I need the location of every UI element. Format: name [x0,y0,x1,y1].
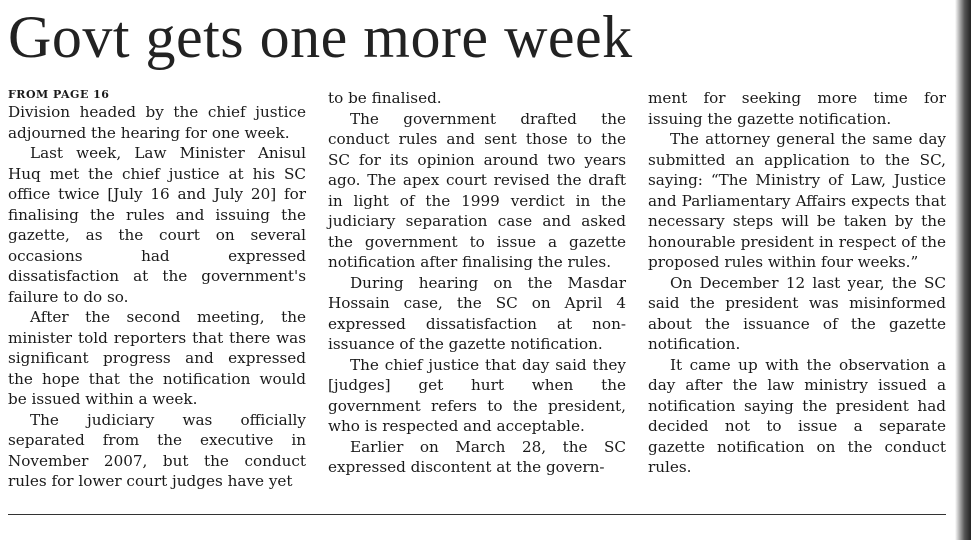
paragraph: On December 12 last year, the SC said the president was misinformed about the issuance of the gazette notification. [648,273,946,353]
article-column-2 [328,88,626,478]
bottom-divider [8,514,946,515]
paragraph: ment for seeking more time for issuing the gazette notification. [648,89,946,128]
paragraph: The chief justice that day said they [judges] get hurt when the government refers to the president, who is respected and acceptable. [328,355,626,435]
paragraph: The attorney general the same day submitted an application to the SC, saying: “The Ministry of Law, Justice and Parliamentary Affairs expects that necessary steps will be taken by the honourable president in respect of the proposed rules within four weeks.” [648,130,946,271]
from-page-label: FROM PAGE 16 [8,88,110,101]
article-column-1 [8,88,306,492]
paragraph: to be finalised. [328,89,442,107]
paragraph: After the second meeting, the minister told reporters that there was significant progress and expressed the hope that the notification would be issued within a week. [8,308,306,408]
paragraph: Division headed by the chief justice adjourned the hearing for one week. [8,103,306,142]
paragraph: The government drafted the conduct rules and sent those to the SC for its opinion around two years ago. The apex court revised the draft in light of the 1999 verdict in the judiciary separation case and asked the government to issue a gazette notification after finalising the rules. [328,109,626,271]
headline: Govt gets one more week [8,4,633,70]
article-column-3 [648,88,946,478]
paragraph: The judiciary was officially separated from the executive in November 2007, but the conduct rules for lower court judges have yet [8,410,306,490]
page-edge-shadow [955,0,971,540]
paragraph: Last week, Law Minister Anisul Huq met the chief justice at his SC office twice [July 16 and July 20] for finalising the rules and issuing the gazette, as the court on several occasions had expressed dissatisfaction at the government's failure to do so. [8,144,306,306]
paragraph: During hearing on the Masdar Hossain case, the SC on April 4 expressed dissatisfaction at non-issuance of the gazette notification. [328,273,626,353]
paragraph: Earlier on March 28, the SC expressed discontent at the govern- [328,437,626,476]
paragraph: It came up with the observation a day after the law ministry issued a notification saying the president had decided not to issue a separate gazette notification on the conduct rules. [648,355,946,476]
